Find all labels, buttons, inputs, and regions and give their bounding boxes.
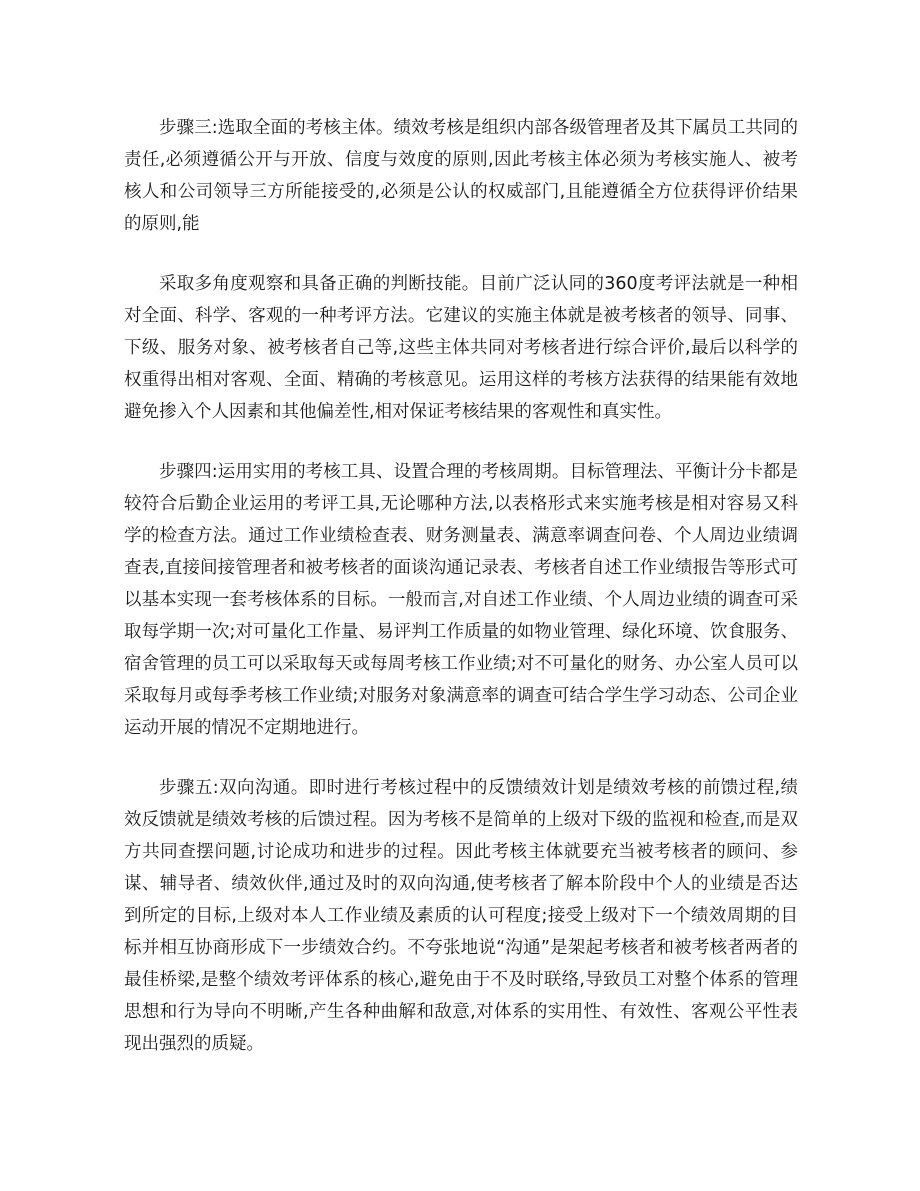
paragraph-360-evaluation: 采取多角度观察和具备正确的判断技能。目前广泛认同的360度考评法就是一种相对全面、科学、客观的一种考评方法。它建议的实施主体就是被考核者的领导、同事、下级、服务对象、被考核者自己等,这些主体共同对考核者进行综合评价,最后以科学的权重得出相对客观、全面、精确的考核意见。运用这样的考核方法获得的结果能有效地避免掺入个人因素和其他偏差性,相对保证考核结果的客观性和真实性。 xyxy=(124,274,798,422)
paragraph-step-five: 步骤五:双向沟通。即时进行考核过程中的反馈绩效计划是绩效考核的前馈过程,绩效反馈就是绩效考核的后馈过程。因为考核不是简单的上级对下级的监视和检查,而是双方共同查摆问题,讨论成功和进步的过程。因此考核主体就要充当被考核者的顾问、参谋、辅导者、绩效伙伴,通过及时的双向沟通,使考核者了解本阶段中个人的业绩是否达到所定的目标,上级对本人工作业绩及素质的认可程度;接受上级对下一个绩效周期的目标并相互协商形成下一步绩效合约。不夸张地说“沟通”是架起考核者和被考核者两者的最佳桥梁,是整个绩效考评体系的核心,避免由于不及时联络,导致员工对整个体系的管理思想和行为导向不明晰,产生各种曲解和敌意,对体系的实用性、有效性、客观公平性表现出强烈的质疑。 xyxy=(124,778,798,1054)
paragraph-step-four: 步骤四:运用实用的考核工具、设置合理的考核周期。目标管理法、平衡计分卡都是较符合后勤企业运用的考评工具,无论哪种方法,以表格形式来实施考核是相对容易又科学的检查方法。通过工作业绩检查表、财务测量表、满意率调查问卷、个人周边业绩调查表,直接间接管理者和被考核者的面谈沟通记录表、考核者自述工作业绩报告等形式可以基本实现一套考核体系的目标。一般而言,对自述工作业绩、个人周边业绩的调查可采取每学期一次;对可量化工作量、易评判工作质量的如物业管理、绿化环境、饮食服务、宿舍管理的员工可以采取每天或每周考核工作业绩;对不可量化的财务、办公室人员可以采取每月或每季考核工作业绩;对服务对象满意率的调查可结合学生学习动态、公司企业运动开展的情况不定期地进行。 xyxy=(124,462,798,738)
paragraph-step-three: 步骤三:选取全面的考核主体。绩效考核是组织内部各级管理者及其下属员工共同的责任,必须遵循公开与开放、信度与效度的原则,因此考核主体必须为考核实施人、被考核人和公司领导三方所能接受的,必须是公认的权威部门,且能遵循全方位获得评价结果的原则,能 xyxy=(124,118,798,234)
document-body xyxy=(124,112,798,1060)
